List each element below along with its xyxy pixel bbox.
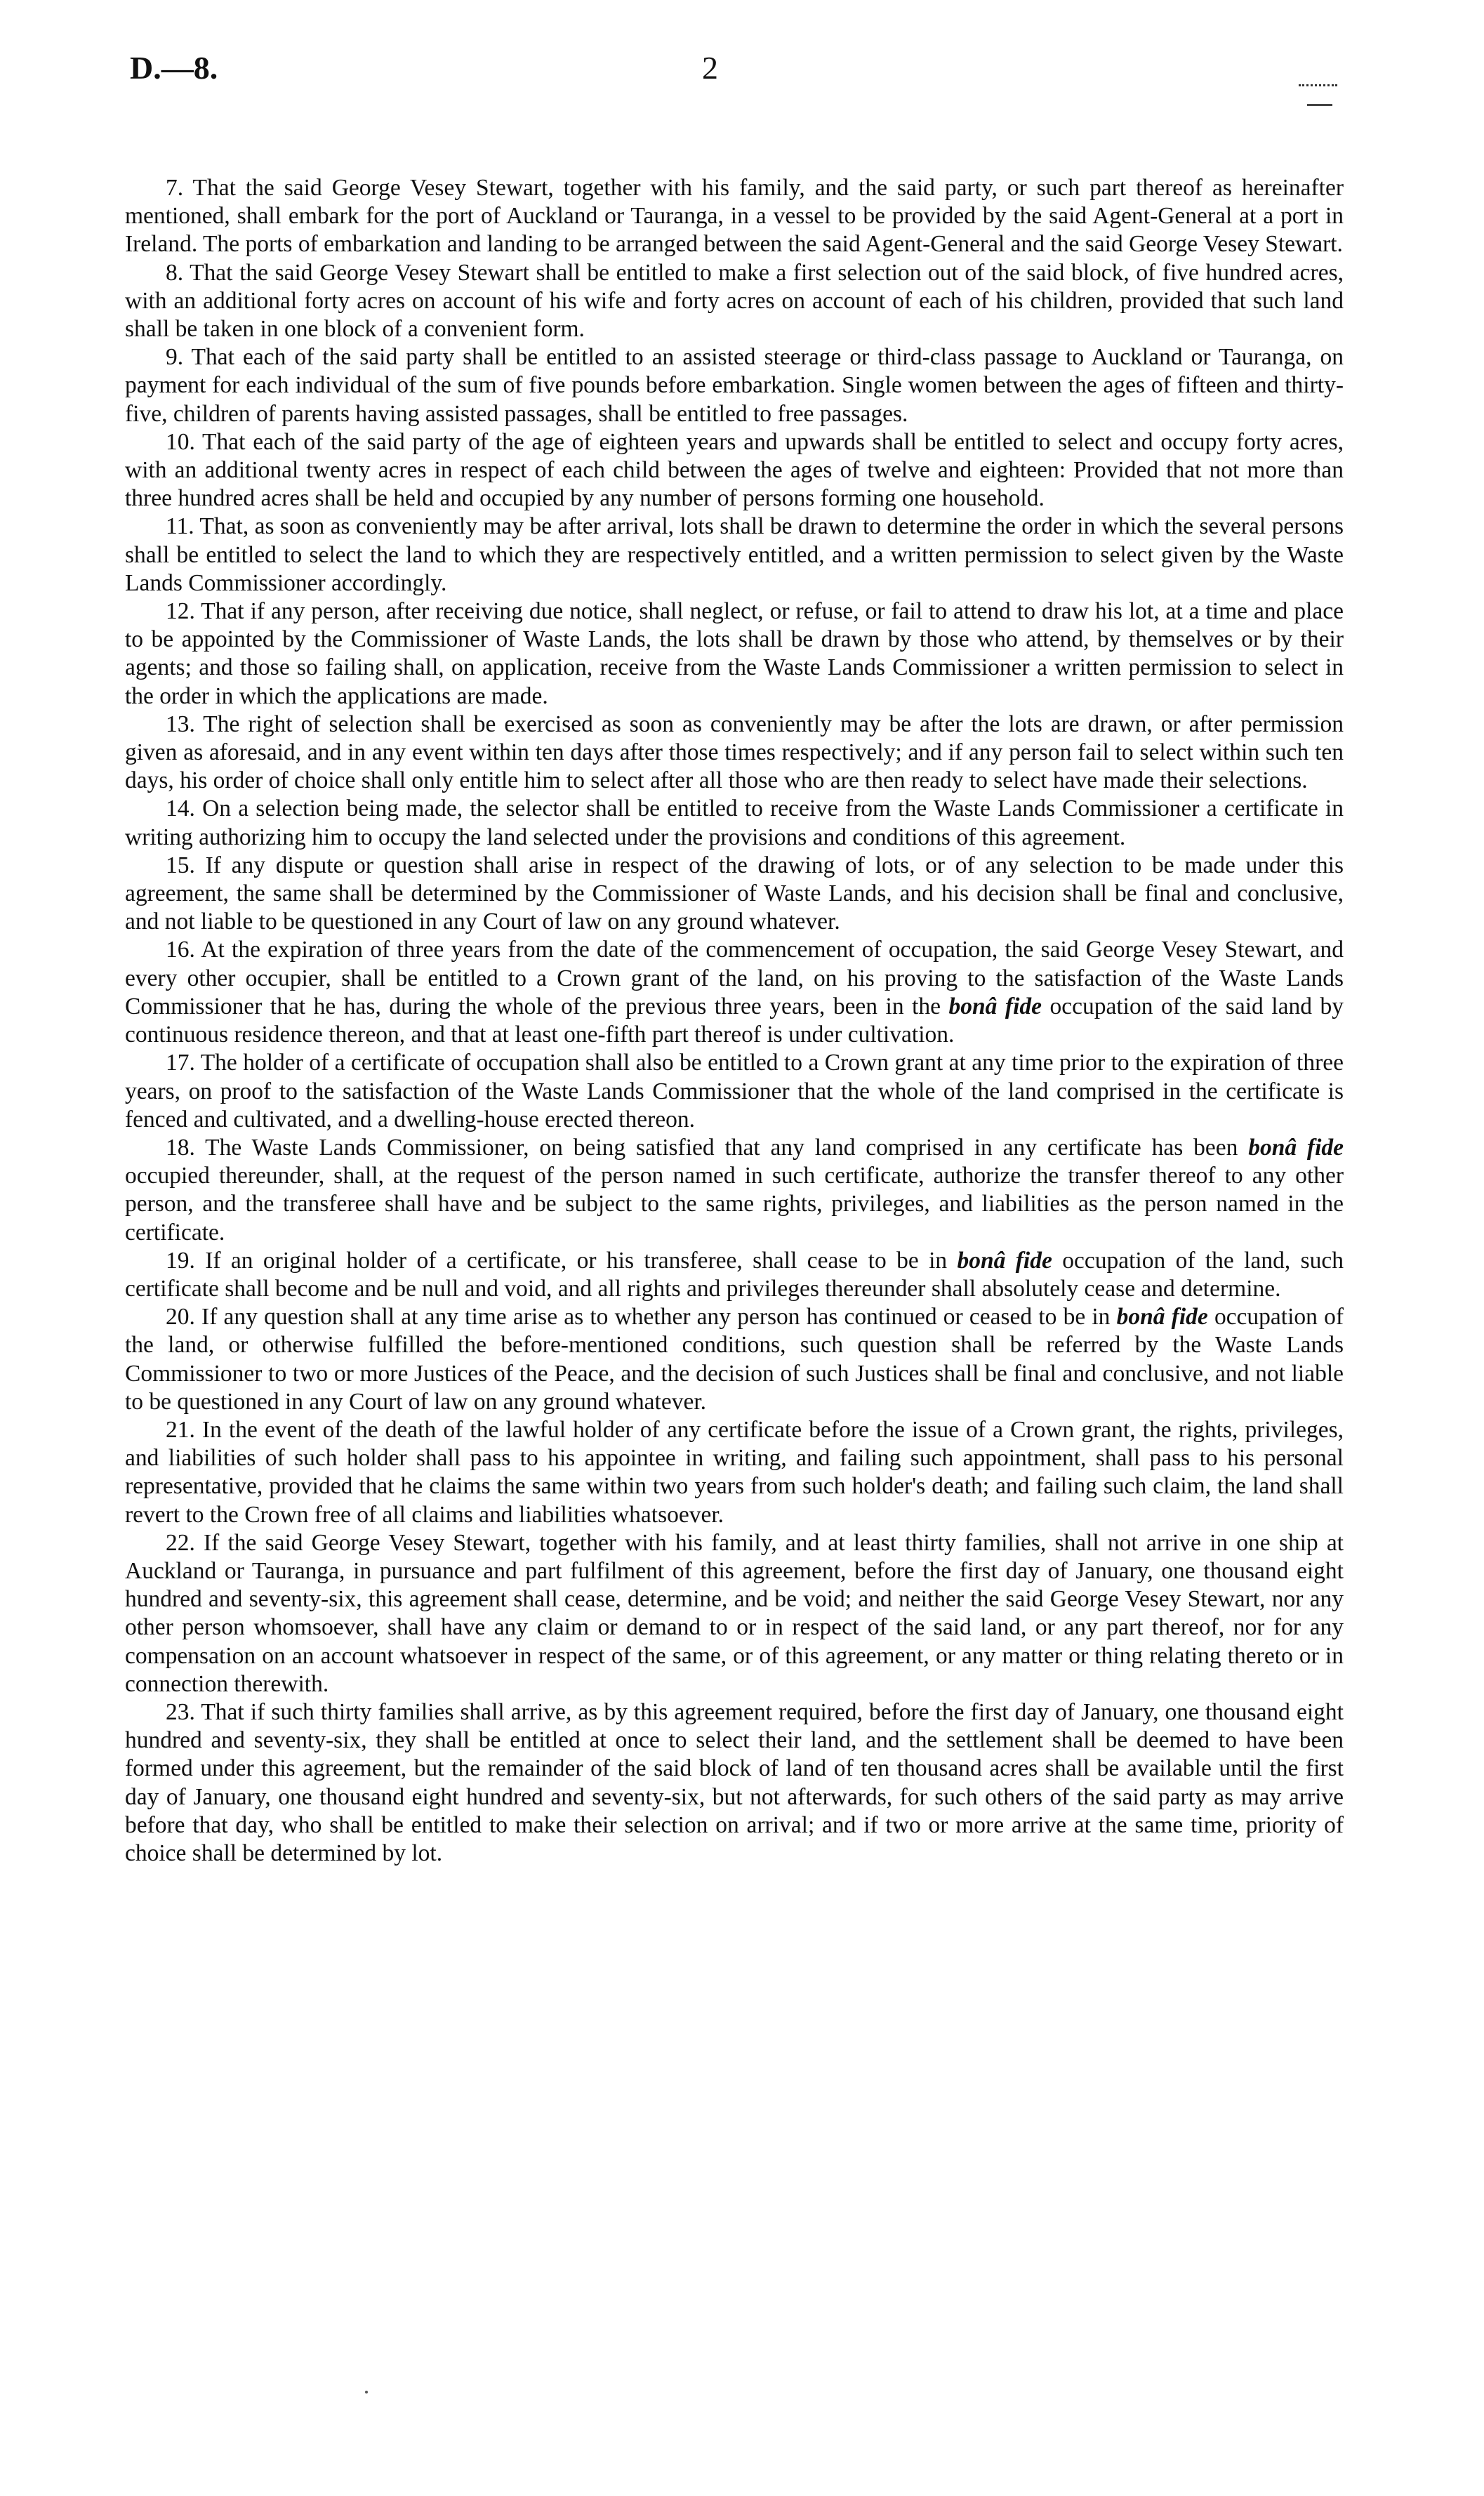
document-body xyxy=(125,174,1344,1868)
italic-term: bonâ fide xyxy=(948,993,1042,1019)
clause-paragraph xyxy=(125,1247,1344,1303)
clause-text: 10. That each of the said party of the age of eighteen years and upwards shall be entitled to select and occupy forty acres, with an additional twenty acres in respect of each child between the ages of twelve and eighteen: Provided that not more than three hundred acres shall be held and occupied by any number of persons forming one household. xyxy=(125,428,1344,512)
clause-text: 12. That if any person, after receiving due notice, shall neglect, or refuse, or fail to attend to draw his lot, at a time and place to be appointed by the Commissioner of Waste Lands, the lots shall be drawn by those who attend, by themselves or by their agents; and those so failing shall, on application, receive from the Waste Lands Commissioner a written permission to select in the order in which the applications are made. xyxy=(125,598,1344,709)
clause-text: 20. If any question shall at any time arise as to whether any person has continued or ceased to be in xyxy=(166,1304,1117,1330)
clause-paragraph xyxy=(125,428,1344,513)
clause-text: occupation of the land, or otherwise fulfilled the before-mentioned conditions, such question shall be referred by the Waste Lands Commissioner to two or more Justices of the Peace, and the decision of such Justices shall be final and conclusive, and not liable to be questioned in any Court of law on any ground whatever. xyxy=(125,1304,1344,1415)
clause-text: 18. The Waste Lands Commissioner, on being satisfied that any land comprised in any certificate has been xyxy=(166,1134,1249,1161)
clause-text: 9. That each of the said party shall be entitled to an assisted steerage or third-class passage to Auckland or Tauranga, on payment for each individual of the sum of five pounds before embarkation. Single women between the ages of fifteen and thirty-five, children of parents having assisted passages, shall be entitled to free passages. xyxy=(125,344,1344,427)
clause-paragraph xyxy=(125,852,1344,937)
document-reference: D.—8. xyxy=(130,50,218,86)
clause-text: 11. That, as soon as conveniently may be after arrival, lots shall be drawn to determine the order in which the several persons shall be entitled to select the land to which they are respectively entitled, and a written permission to select given by the Waste Lands Commissioner accordingly. xyxy=(125,513,1344,596)
clause-paragraph xyxy=(125,1416,1344,1529)
clause-text: 14. On a selection being made, the selector shall be entitled to receive from the Waste Lands Commissioner a certificate in writing authorizing him to occupy the land selected under the provisions and conditions of this agreement. xyxy=(125,795,1344,850)
clause-text: occupied thereunder, shall, at the request of the person named in such certificate, authorize the transfer thereof to any other person, and the transferee shall have and be subject to the same rights, privileges, and liabilities as the person named in the certificate. xyxy=(125,1163,1344,1246)
clause-text: 21. In the event of the death of the lawful holder of any certificate before the issue of a Crown grant, the rights, privileges, and liabilities of such holder shall pass to his appointee in writing, and failing such appointment, shall pass to his personal representative, provided that he claims the same within two years from such holder's death; and failing such claim, the land shall revert to the Crown free of all claims and liabilities whatsoever. xyxy=(125,1416,1344,1528)
clause-text: 23. That if such thirty families shall arrive, as by this agreement required, before the first day of January, one thousand eight hundred and seventy-six, they shall be entitled at once to select their land, and the settlement shall be deemed to have been formed under this agreement, but the remainder of the said block of land of ten thousand acres shall be available until the first day of January, one thousand eight hundred and seventy-six, but not afterwards, for such others of the said party as may arrive before that day, who shall be entitled to make their selection on arrival; and if two or more arrive at the same time, priority of choice shall be determined by lot. xyxy=(125,1698,1344,1866)
italic-term: bonâ fide xyxy=(1116,1304,1208,1330)
clause-text: 7. That the said George Vesey Stewart, together with his family, and the said party, or such part thereof as hereinafter mentioned, shall embark for the port of Auckland or Tauranga, in a vessel to be provided by the said Agent-General at a port in Ireland. The ports of embarkation and landing to be arranged between the said Agent-General and the said George Vesey Stewart. xyxy=(125,175,1344,258)
clause-paragraph xyxy=(125,795,1344,851)
clause-text: occupation of the said land by continuous residence thereon, and that at least one-fifth part thereof is under cultivation. xyxy=(125,993,1344,1048)
clause-paragraph xyxy=(125,259,1344,344)
clause-text: 17. The holder of a certificate of occupation shall also be entitled to a Crown grant at any time prior to the expiration of three years, on proof to the satisfaction of the Waste Lands Commissioner that the whole of the land comprised in the certificate is fenced and cultivated, and a dwelling-house erected thereon. xyxy=(125,1050,1344,1133)
clause-paragraph xyxy=(125,1529,1344,1698)
clause-text: 13. The right of selection shall be exercised as soon as conveniently may be after the lots are drawn, or after permission given as aforesaid, and in any event within ten days after those times respectively; and if any person fail to select within such ten days, his order of choice shall only entitle him to select after all those who are then ready to select have made their selections. xyxy=(125,711,1344,794)
clause-paragraph xyxy=(125,936,1344,1049)
clause-text: 19. If an original holder of a certificate, or his transferee, shall cease to be in xyxy=(166,1247,958,1274)
scan-artifact xyxy=(365,2391,368,2393)
page-number: 2 xyxy=(702,50,718,86)
clause-text: 16. At the expiration of three years from the date of the commencement of occupation, the said George Vesey Stewart, and every other occupier, shall be entitled to a Crown grant of the land, on his proving to the satisfaction of the Waste Lands Commissioner that he has, during the whole of the previous three years, been in the xyxy=(125,937,1344,1019)
clause-paragraph xyxy=(125,597,1344,711)
clause-paragraph xyxy=(125,711,1344,795)
clause-text: 15. If any dispute or question shall arise in respect of the drawing of lots, or of any selection to be made under this agreement, the same shall be determined by the Commissioner of Waste Lands, and his decision shall be final and conclusive, and not liable to be questioned in any Court of law on any ground whatever. xyxy=(125,852,1344,935)
clause-paragraph xyxy=(125,343,1344,428)
clause-paragraph xyxy=(125,1303,1344,1416)
clause-text: 22. If the said George Vesey Stewart, together with his family, and at least thirty families, shall not arrive in one ship at Auckland or Tauranga, in pursuance and part fulfilment of this agreement, before the first day of January, one thousand eight hundred and seventy-six, this agreement shall cease, determine, and be void; and neither the said George Vesey Stewart, nor any other person whomsoever, shall have any claim or demand to or in respect of the said land, or any part thereof, nor for any compensation on an account whatsoever in respect of the same, or of this agreement, or any matter or thing relating thereto or in connection therewith. xyxy=(125,1529,1344,1697)
clause-paragraph xyxy=(125,1134,1344,1247)
italic-term: bonâ fide xyxy=(957,1247,1052,1274)
scan-artifact xyxy=(1299,84,1337,91)
clause-paragraph xyxy=(125,1049,1344,1134)
scan-artifact xyxy=(1307,104,1332,106)
clause-text: 8. That the said George Vesey Stewart shall be entitled to make a first selection out of the said block, of five hundred acres, with an additional forty acres on account of his wife and forty acres on account of each of his children, provided that such land shall be taken in one block of a convenient form. xyxy=(125,259,1344,343)
clause-paragraph xyxy=(125,174,1344,259)
clause-text: occupation of the land, such certificate shall become and be null and void, and all rights and privileges thereunder shall absolutely cease and determine. xyxy=(125,1247,1344,1302)
clause-paragraph xyxy=(125,513,1344,597)
clause-paragraph xyxy=(125,1698,1344,1868)
italic-term: bonâ fide xyxy=(1248,1134,1344,1161)
